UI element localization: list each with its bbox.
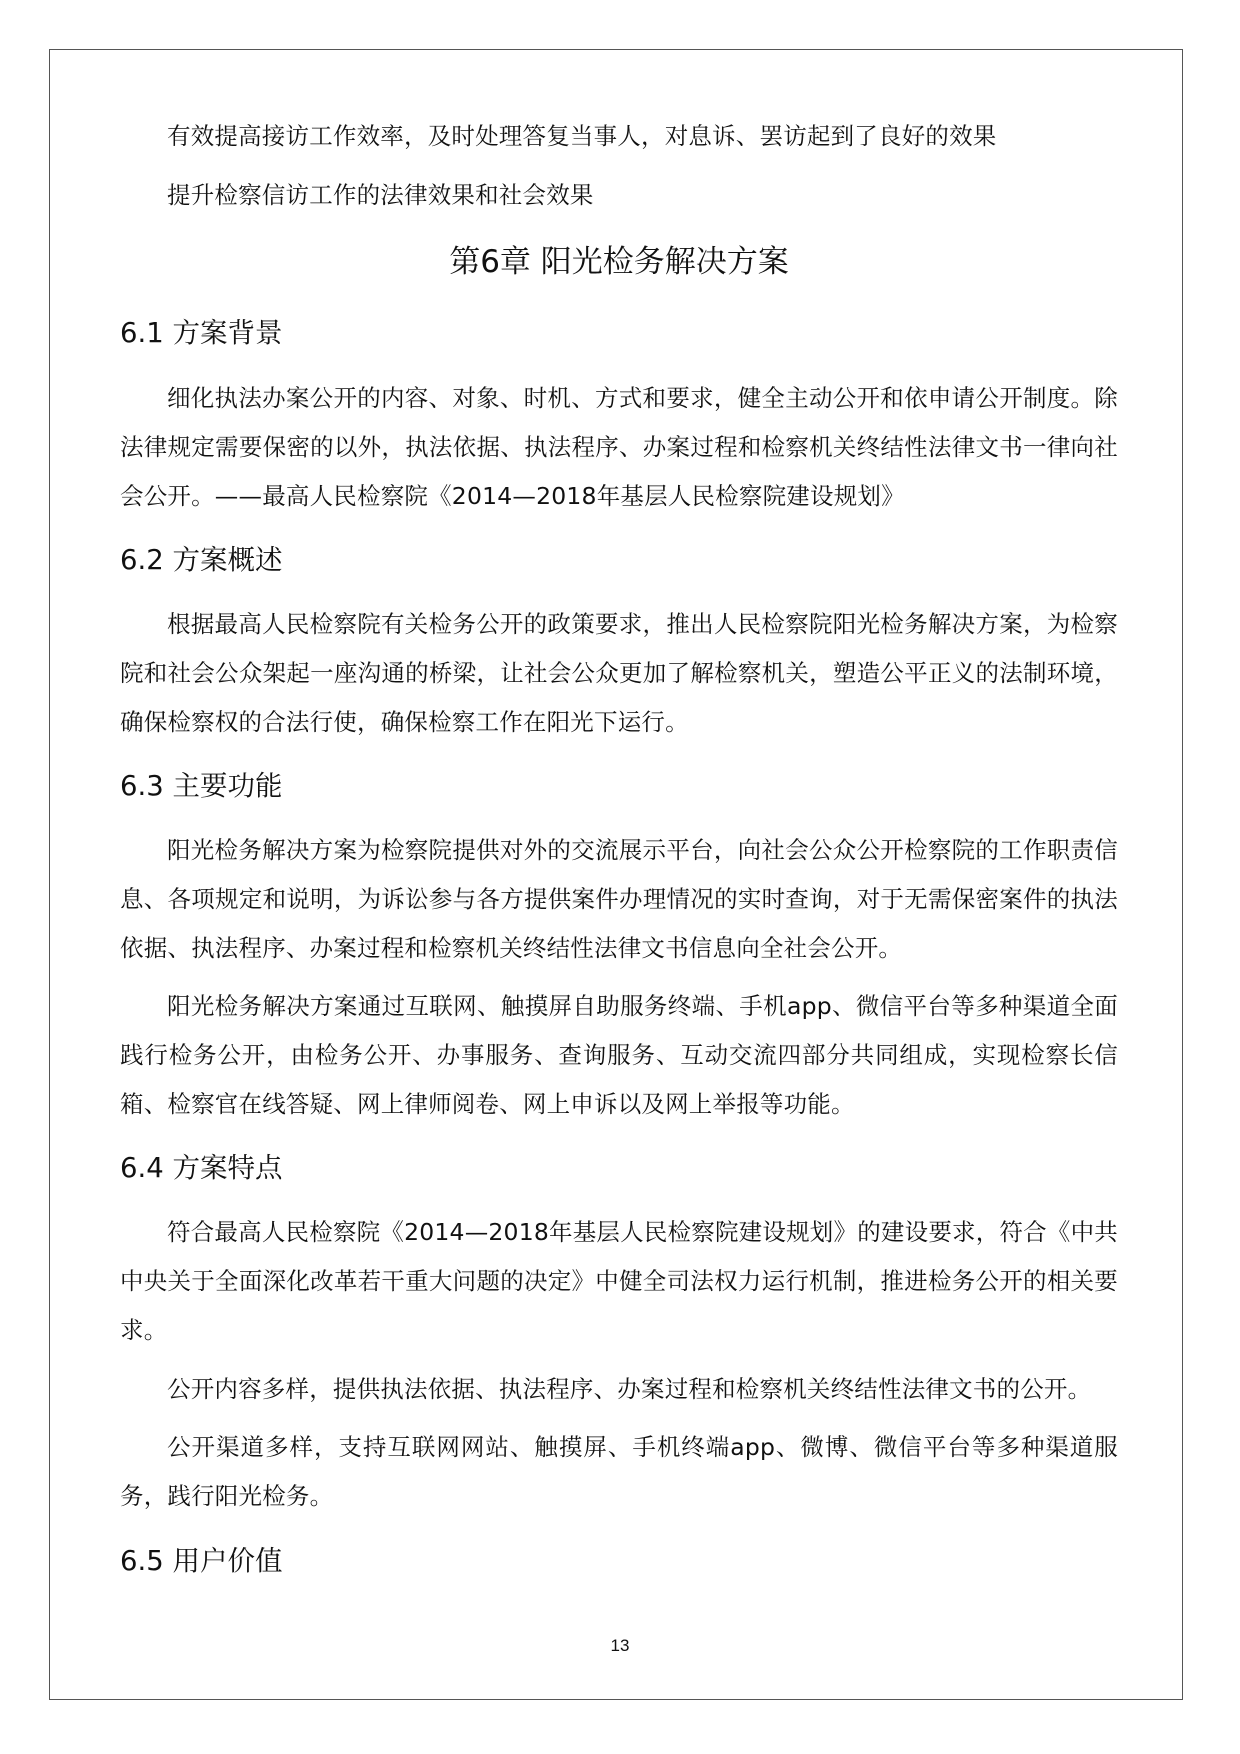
section-heading-6-4: 6.4 方案特点 bbox=[120, 1152, 283, 1184]
chapter-title: 第6章 阳光检务解决方案 bbox=[449, 244, 789, 280]
section-6-3-paragraph-2: 阳光检务解决方案通过互联网、触摸屏自助服务终端、手机app、微信平台等多种渠道全面践行检务公开，由检务公开、办事服务、查询服务、互动交流四部分共同组成，实现检察长信箱、检察官在线答疑、网上律师阅卷、网上申诉以及网上举报等功能。 bbox=[120, 992, 1118, 1118]
section-heading-6-1: 6.1 方案背景 bbox=[120, 317, 283, 349]
section-6-4-paragraph-2: 公开内容多样，提供执法依据、执法程序、办案过程和检察机关终结性法律文书的公开。 bbox=[167, 1375, 1092, 1403]
page-number: 13 bbox=[610, 1636, 630, 1655]
section-6-1-paragraph: 细化执法办案公开的内容、对象、时机、方式和要求，健全主动公开和依申请公开制度。除法律规定需要保密的以外，执法依据、执法程序、办案过程和检察机关终结性法律文书一律向社会公开。——最高人民检察院《2014—2018年基层人民检察院建设规划》 bbox=[120, 384, 1118, 510]
section-6-2-paragraph: 根据最高人民检察院有关检务公开的政策要求，推出人民检察院阳光检务解决方案，为检察院和社会公众架起一座沟通的桥梁，让社会公众更加了解检察机关，塑造公平正义的法制环境，确保检察权的合法行使，确保检察工作在阳光下运行。 bbox=[120, 610, 1118, 736]
intro-line-1: 有效提高接访工作效率，及时处理答复当事人，对息诉、罢访起到了良好的效果 bbox=[167, 122, 997, 150]
section-heading-6-5: 6.5 用户价值 bbox=[120, 1545, 283, 1577]
intro-line-2: 提升检察信访工作的法律效果和社会效果 bbox=[167, 181, 594, 209]
section-6-4-paragraph-3: 公开渠道多样，支持互联网网站、触摸屏、手机终端app、微博、微信平台等多种渠道服务，践行阳光检务。 bbox=[120, 1433, 1118, 1510]
section-6-3-paragraph-1: 阳光检务解决方案为检察院提供对外的交流展示平台，向社会公众公开检察院的工作职责信息、各项规定和说明，为诉讼参与各方提供案件办理情况的实时查询，对于无需保密案件的执法依据、执法程序、办案过程和检察机关终结性法律文书信息向全社会公开。 bbox=[120, 836, 1118, 962]
section-heading-6-2: 6.2 方案概述 bbox=[120, 544, 283, 576]
section-heading-6-3: 6.3 主要功能 bbox=[120, 770, 283, 802]
section-6-4-paragraph-1: 符合最高人民检察院《2014—2018年基层人民检察院建设规划》的建设要求，符合《中共中央关于全面深化改革若干重大问题的决定》中健全司法权力运行机制，推进检务公开的相关要求。 bbox=[120, 1218, 1118, 1344]
